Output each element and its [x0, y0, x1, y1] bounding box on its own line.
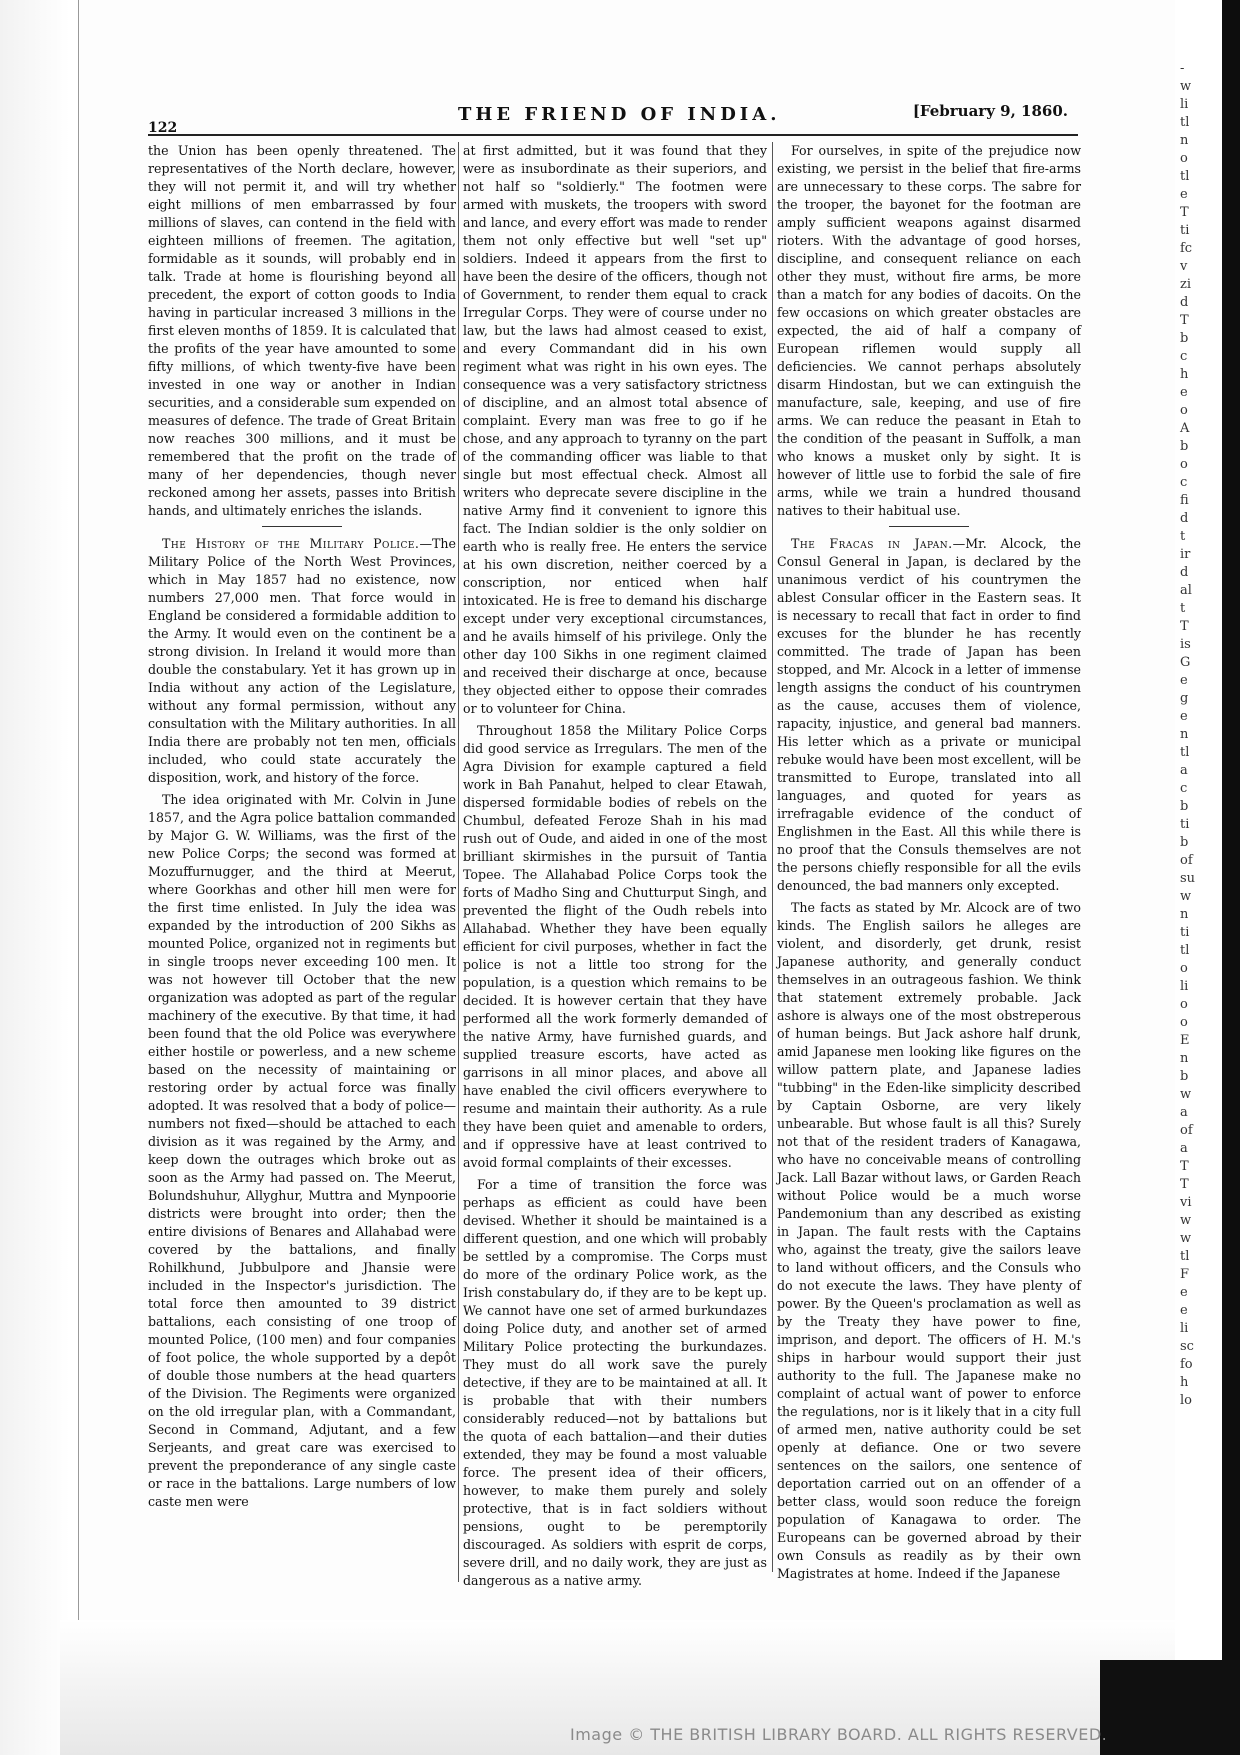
column-1: [148, 142, 456, 1582]
adjacent-text-fragment: n: [1180, 727, 1189, 742]
adjacent-text-fragment: zi: [1180, 277, 1192, 292]
adjacent-text-fragment: tl: [1180, 169, 1190, 184]
copyright-notice: Image © THE BRITISH LIBRARY BOARD. ALL RIGHTS RESERVED.: [570, 1725, 1108, 1744]
adjacent-text-fragment: o: [1180, 151, 1188, 166]
adjacent-text-fragment: w: [1180, 79, 1192, 94]
adjacent-text-fragment: of: [1180, 1123, 1193, 1138]
adjacent-text-fragment: A: [1180, 421, 1190, 436]
adjacent-text-fragment: li: [1180, 979, 1189, 994]
adjacent-text-fragment: w: [1180, 889, 1192, 904]
adjacent-text-fragment: b: [1180, 439, 1189, 454]
adjacent-text-fragment: al: [1180, 583, 1192, 598]
adjacent-text-fragment: F: [1180, 1267, 1190, 1282]
adjacent-text-fragment: o: [1180, 1015, 1188, 1030]
scan-border: [1222, 0, 1240, 1755]
adjacent-text-fragment: tl: [1180, 1249, 1190, 1264]
section-divider: [889, 526, 969, 527]
adjacent-text-fragment: is: [1180, 637, 1191, 652]
adjacent-text-fragment: n: [1180, 907, 1189, 922]
adjacent-text-fragment: o: [1180, 403, 1188, 418]
adjacent-text-fragment: t: [1180, 601, 1186, 616]
section-title: The History of the Military Police.: [162, 536, 420, 551]
adjacent-text-fragment: T: [1180, 205, 1189, 220]
adjacent-text-fragment: c: [1180, 475, 1188, 490]
adjacent-text-fragment: tl: [1180, 943, 1190, 958]
adjacent-text-fragment: d: [1180, 295, 1189, 310]
page-number: 122: [148, 120, 178, 136]
adjacent-text-fragment: E: [1180, 1033, 1190, 1048]
adjacent-text-fragment: t: [1180, 529, 1186, 544]
adjacent-text-fragment: fi: [1180, 493, 1189, 508]
adjacent-text-fragment: li: [1180, 97, 1189, 112]
adjacent-text-fragment: o: [1180, 961, 1188, 976]
adjacent-text-fragment: fo: [1180, 1357, 1193, 1372]
adjacent-text-fragment: ti: [1180, 817, 1190, 832]
adjacent-text-fragment: e: [1180, 709, 1188, 724]
section-heading-fracas-japan: [777, 535, 1081, 895]
column-2: [458, 142, 767, 1588]
adjacent-text-fragment: T: [1180, 1159, 1189, 1174]
adjacent-text-fragment: e: [1180, 673, 1188, 688]
adjacent-text-fragment: e: [1180, 1303, 1188, 1318]
adjacent-text-fragment: ti: [1180, 925, 1190, 940]
article-paragraph: Throughout 1858 the Military Police Corps did good service as Irregulars. The men of the Agra Division for example captured a field work in Bah Panahut, helped to clear Etawah, dispersed formidable bodies of rebels on the Chumbul, defeated Feroze Shah in his mad rush out of Oude, and aided in one of the most brilliant skirmishes in the pursuit of Tantia Topee. The Allahabad Police Corps took the forts of Madho Sing and Chutturput Singh, and prevented the flight of the Oudh rebels into Allahabad. Whether they have been equally efficient for civil purposes, whether in fact the police is not a little too strong for the population, is a question which remains to be decided. It is however certain that they have performed all the work formerly demanded of the native Army, have furnished guards, and supplied treasure escorts, have acted as garrisons in all minor places, and above all have enabled the civil officers everywhere to resume and maintain their authority. As a rule they have been quiet and amenable to orders, and if oppressive have at least contrived to avoid formal complaints of their excesses.: [463, 723, 767, 1170]
adjacent-text-fragment: lo: [1180, 1393, 1192, 1408]
adjacent-text-fragment: v: [1180, 259, 1188, 274]
adjacent-text-fragment: b: [1180, 835, 1189, 850]
adjacent-text-fragment: T: [1180, 1177, 1189, 1192]
adjacent-text-fragment: d: [1180, 511, 1189, 526]
adjacent-text-fragment: G: [1180, 655, 1191, 670]
adjacent-text-fragment: ir: [1180, 547, 1191, 562]
article-paragraph: The facts as stated by Mr. Alcock are of two kinds. The English sailors he alleges are violent, and disorderly, get drunk, resist Japanese authority, and generally conduct themselves in an outrageous fashion. We think that statement extremely probable. Jack ashore is always one of the most obstreperous of human beings. But Jack ashore half drunk, amid Japanese men looking like figures on the willow pattern plate, and Japanese ladies "tubbing" in the Eden-like simplicity described by Captain Osborne, are very likely unbearable. But whose fault is all this? Surely not that of the resident traders of Kanagawa, who have no conceivable means of controlling Jack. Lall Bazar without laws, or Garden Reach without Police would be a much worse Pandemonium than any described as existing in Japan. The fault rests with the Captains who, against the treaty, give the sailors leave to land without officers, and the Consuls who do not execute the laws. They have plenty of power. By the Queen's proclamation as well as by the Treaty they have power to fine, imprison, and deport. The officers of H. M.'s ships in harbour would support their just authority to the full. The Japanese make no complaint of actual want of power to enforce the regulations, nor is it likely that in a city full of armed men, native authority could be set openly at defiance. One or two severe sentences on the sailors, one sentence of deportation carried out on an offender of a better class, would soon reduce the foreign population of Kanagawa to order. The Europeans can be governed abroad by their own Consuls as readily as by their own Magistrates at home. Indeed if the Japanese: [777, 900, 1081, 1581]
page-header: [148, 100, 1078, 136]
section-divider: [262, 526, 342, 527]
section-heading-military-police: [148, 535, 456, 787]
section-title: The Fracas in Japan.: [791, 536, 953, 551]
adjacent-text-fragment: e: [1180, 1285, 1188, 1300]
article-paragraph: For a time of transition the force was perhaps as efficient as could have been devised. Whether it should be maintained is a different question, and one which will probably be settled by a compromise. The Corps must do more of the ordinary Police work, as the Irish constabulary do, if they are to be kept up. We cannot have one set of armed burkundazes doing Police duty, and another set of armed Military Police protecting the burkundazes. They must do all work save the purely detective, if they are to be maintained at all. It is probable that with their numbers considerably reduced—not by battalions but the quota of each battalion—and their duties extended, they may be found a most valuable force. The present idea of their officers, however, to make them purely and solely protective, that is in fact soldiers without pensions, ought to be peremptorily discouraged. As soldiers with esprit de corps, severe drill, and no daily work, they are just as dangerous as a native army.: [463, 1177, 767, 1588]
adjacent-text-fragment: T: [1180, 313, 1189, 328]
adjacent-text-fragment: a: [1180, 763, 1188, 778]
adjacent-text-fragment: ti: [1180, 223, 1190, 238]
adjacent-text-fragment: tl: [1180, 115, 1190, 130]
adjacent-text-fragment: of: [1180, 853, 1193, 868]
adjacent-text-fragment: fc: [1180, 241, 1193, 256]
adjacent-text-fragment: g: [1180, 691, 1189, 706]
adjacent-text-fragment: b: [1180, 1069, 1189, 1084]
adjacent-text-fragment: h: [1180, 1375, 1189, 1390]
adjacent-text-fragment: vi: [1180, 1195, 1192, 1210]
article-paragraph: The idea originated with Mr. Colvin in June 1857, and the Agra police battalion commanded by Major G. W. Williams, was the first of the new Police Corps; the second was formed at Mozuffurnugger, and the third at Meerut, where Goorkhas and other hill men were for the first time enlisted. In July the idea was expanded by the introduction of 200 Sikhs as mounted Police, organized not in regiments but in single troops never exceeding 100 men. It was not however till October that the new organization was adopted as part of the regular machinery of the executive. By that time, it had been found that the old Police was everywhere either hostile or powerless, and a new scheme based on the necessity of maintaining or restoring order by actual force was finally adopted. It was resolved that a body of police—numbers not fixed—should be attached to each division as it was regained by the Army, and keep down the outrages which broke out as soon as the Army had passed on. The Meerut, Bolundshuhur, Allyghur, Muttra and Mynpoorie districts were brought into order; then the entire divisions of Benares and Allahabad were covered by the battalions, and finally Rohilkhund, Jubbulpore and Jhansie were included in the Inspector's jurisdiction. The total force then amounted to 39 district battalions, each consisting of one troop of mounted Police, (100 men) and four companies of foot police, the whole supported by a depôt of double those numbers at the head quarters of the Division. The Regiments were organized on the old irregular plan, with a Commandant, Second in Command, Adjutant, and a few Serjeants, and great care was exercised to prevent the preponderance of any single caste or race in the battalions. Large numbers of low caste men were: [148, 792, 456, 1509]
article-paragraph: For ourselves, in spite of the prejudice now existing, we persist in the belief that fire-arms are unnecessary to these corps. The sabre for the trooper, the bayonet for the footman are amply sufficient weapons against disarmed rioters. With the advantage of good horses, discipline, and consequent reliance on each other they must, without fire arms, be more than a match for any bodies of dacoits. On the few occasions on which greater obstacles are expected, the aid of half a company of European riflemen would supply all deficiencies. We cannot perhaps absolutely disarm Hindostan, but we can extinguish the manufacture, sale, keeping, and use of fire arms. We can reduce the peasant in Etah to the condition of the peasant in Suffolk, a man who knows a musket only by sight. It is however of little use to forbid the sale of fire arms, while we train a hundred thousand natives to their habitual use.: [777, 143, 1081, 518]
adjacent-text-fragment: li: [1180, 1321, 1189, 1336]
adjacent-text-fragment: w: [1180, 1231, 1192, 1246]
issue-date: [February 9, 1860.: [912, 102, 1068, 120]
adjacent-text-fragment: h: [1180, 367, 1189, 382]
adjacent-text-fragment: su: [1180, 871, 1196, 886]
adjacent-text-fragment: n: [1180, 1051, 1189, 1066]
adjacent-text-fragment: sc: [1180, 1339, 1194, 1354]
article-paragraph: —The Military Police of the North West Provinces, which in May 1857 had no existence, now numbers 27,000 men. That force would in England be considered a formidable addition to the Army. It would even on the continent be a strong division. In Ireland it would more than double the constabulary. Yet it has grown up in India without any action of the Legislature, without any formal permission, without any consultation with the Military authorities. In all India there are probably not ten men, officials included, who could state accurately the disposition, work, and history of the force.: [148, 536, 456, 785]
column-3: [772, 142, 1081, 1581]
adjacent-text-fragment: e: [1180, 385, 1188, 400]
article-paragraph: —Mr. Alcock, the Consul General in Japan, is declared by the unanimous verdict of his countrymen the ablest Consular officer in the Eastern seas. It is necessary to recall that fact in order to find excuses for the blunder he has recently committed. The trade of Japan has been stopped, and Mr. Alcock in a letter of immense length assigns the conduct of his countrymen as the cause, accuses them of violence, rapacity, injustice, and general bad manners. His letter which as a private or municipal rebuke would have been most excellent, will be transmitted to Europe, translated into all languages, and quoted for years as irrefragable evidence of the conduct of Englishmen in the East. All this while there is no proof that the Consuls themselves are not the persons chiefly responsible for all the evils denounced, the bad manners only excepted.: [777, 536, 1081, 893]
page-edge-left: [0, 0, 70, 1755]
adjacent-text-fragment: e: [1180, 187, 1188, 202]
article-paragraph: at first admitted, but it was found that they were as insubordinate as their superiors, and not half so "soldierly." The footmen were armed with muskets, the troopers with sword and lance, and every effort was made to render them not only effective but well "set up" soldiers. Indeed it appears from the first to have been the desire of the officers, though not of Government, to render them equal to crack Irregular Corps. They were of course under no law, but the laws had almost ceased to exist, and every Commandant did in his own regiment what was right in his own eyes. The consequence was a very satisfactory strictness of discipline, and an almost total absence of complaint. Every man was free to go if he chose, and any approach to tyranny on the part of the commanding officer was liable to that single but most effectual check. Almost all writers who deprecate severe discipline in the native Army find it convenient to ignore this fact. The Indian soldier is the only soldier on earth who is really free. He enters the service at his own discretion, neither coerced by a conscription, nor enticed when half intoxicated. He is free to demand his discharge except under very exceptional circumstances, and he avails himself of his privilege. Only the other day 100 Sikhs in one regiment claimed and received their discharge at once, because they objected either to oppose their comrades or to volunteer for China.: [463, 143, 767, 716]
adjacent-text-fragment: -: [1180, 61, 1185, 76]
article-paragraph: the Union has been openly threatened. The representatives of the North declare, however, they will not permit it, and will try whether eight millions of men embarrassed by four millions of slaves, can contend in the field with eighteen millions of freemen. The agitation, formidable as it sounds, will probably end in talk. Trade at home is flourishing beyond all precedent, the export of cotton goods to India having in particular increased 3 millions in the first eleven months of 1859. It is calculated that the profits of the year have amounted to some fifty millions, of which twenty-five have been invested in one way or another in Indian securities, and a considerable sum expended on measures of defence. The trade of Great Britain now reaches 300 millions, and it must be remembered that the profit on the trade of many of her dependencies, though never reckoned among her assets, passes into British hands, and ultimately enriches the islands.: [148, 143, 456, 518]
masthead-title: THE FRIEND OF INDIA.: [458, 104, 781, 125]
adjacent-text-fragment: a: [1180, 1105, 1188, 1120]
adjacent-text-fragment: tl: [1180, 745, 1190, 760]
adjacent-text-fragment: c: [1180, 349, 1188, 364]
adjacent-text-fragment: o: [1180, 457, 1188, 472]
adjacent-text-fragment: w: [1180, 1087, 1192, 1102]
adjacent-text-fragment: o: [1180, 997, 1188, 1012]
adjacent-text-fragment: n: [1180, 133, 1189, 148]
adjacent-page-fragments: [1180, 60, 1222, 1460]
adjacent-text-fragment: c: [1180, 781, 1188, 796]
adjacent-text-fragment: a: [1180, 1141, 1188, 1156]
adjacent-text-fragment: w: [1180, 1213, 1192, 1228]
adjacent-text-fragment: d: [1180, 565, 1189, 580]
adjacent-text-fragment: b: [1180, 799, 1189, 814]
adjacent-text-fragment: b: [1180, 331, 1189, 346]
scan-border-corner: [1100, 1660, 1240, 1755]
adjacent-text-fragment: T: [1180, 619, 1189, 634]
